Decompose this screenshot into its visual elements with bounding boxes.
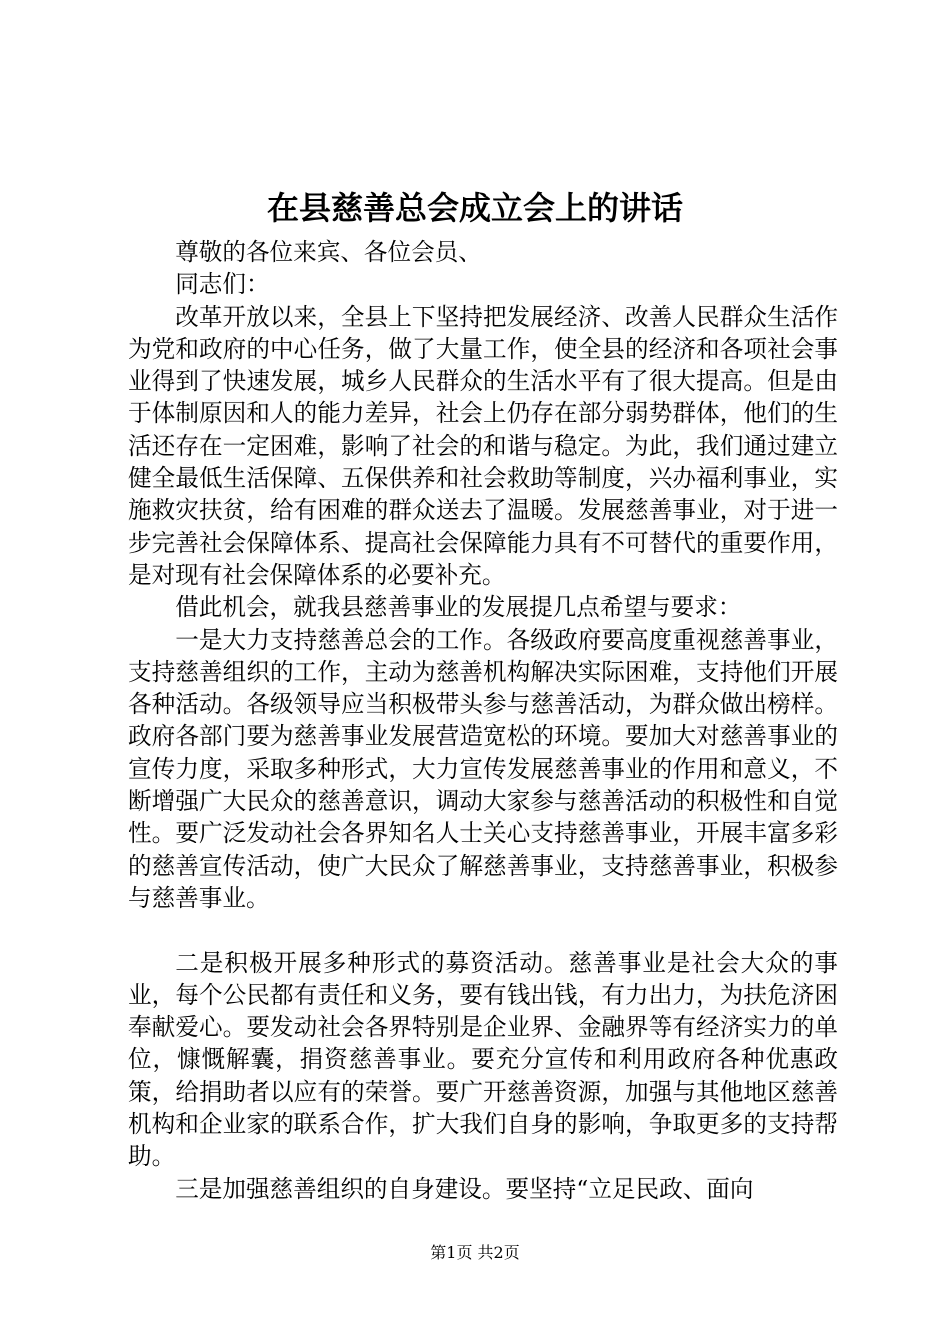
- paragraph-gap: [128, 914, 838, 946]
- page-number-footer: 第1页 共2页: [430, 1243, 520, 1262]
- paragraph-point-3: 三是加强慈善组织的自身建设。要坚持“立足民政、面向: [175, 1174, 754, 1203]
- document-title: 在县慈善总会成立会上的讲话: [266, 189, 683, 227]
- paragraph-point-1: 一是大力支持慈善总会的工作。各级政府要高度重视慈善事业，支持慈善组织的工作，主动为慈善机构解决实际困难，支持他们开展各种活动。各级领导应当积极带头参与慈善活动，为群众做出榜样。政府各部门要为慈善事业发展营造宽松的环境。要加大对慈善事业的宣传力度，采取多种形式，大力宣传发展慈善事业的作用和意义，不断增强广大民众的慈善意识，调动大家参与慈善活动的积极性和自觉性。要广泛发动社会各界知名人士关心支持慈善事业，开展丰富多彩的慈善宣传活动，使广大民众了解慈善事业，支持慈善事业，积极参与慈善事业。: [128, 625, 838, 912]
- paragraph-point-2: 二是积极开展多种形式的募资活动。慈善事业是社会大众的事业，每个公民都有责任和义务，要有钱出钱，有力出力，为扶危济困奉献爱心。要发动社会各界特别是企业界、金融界等有经济实力的单位，慷慨解囊，捐资慈善事业。要充分宣传和利用政府各种优惠政策，给捐助者以应有的荣誉。要广开慈善资源，加强与其他地区慈善机构和企业家的联系合作，扩大我们自身的影响，争取更多的支持帮助。: [128, 948, 838, 1171]
- paragraph-intro: 改革开放以来，全县上下坚持把发展经济、改善人民群众生活作为党和政府的中心任务，做了大量工作，使全县的经济和各项社会事业得到了快速发展，城乡人民群众的生活水平有了很大提高。但是由于体制原因和人的能力差异，社会上仍存在部分弱势群体，他们的生活还存在一定困难，影响了社会的和谐与稳定。为此，我们通过建立健全最低生活保障、五保供养和社会救助等制度，兴办福利事业，实施救灾扶贫，给有困难的群众送去了温暖。发展慈善事业，对于进一步完善社会保障体系、提高社会保障能力具有不可替代的重要作用，是对现有社会保障体系的必要补充。: [128, 302, 838, 589]
- document-body: [128, 236, 838, 1205]
- paragraph-transition: 借此机会，就我县慈善事业的发展提几点希望与要求：: [175, 593, 742, 622]
- salutation-line-1: 尊敬的各位来宾、各位会员、: [175, 238, 482, 266]
- salutation-line-2: 同志们：: [175, 270, 270, 299]
